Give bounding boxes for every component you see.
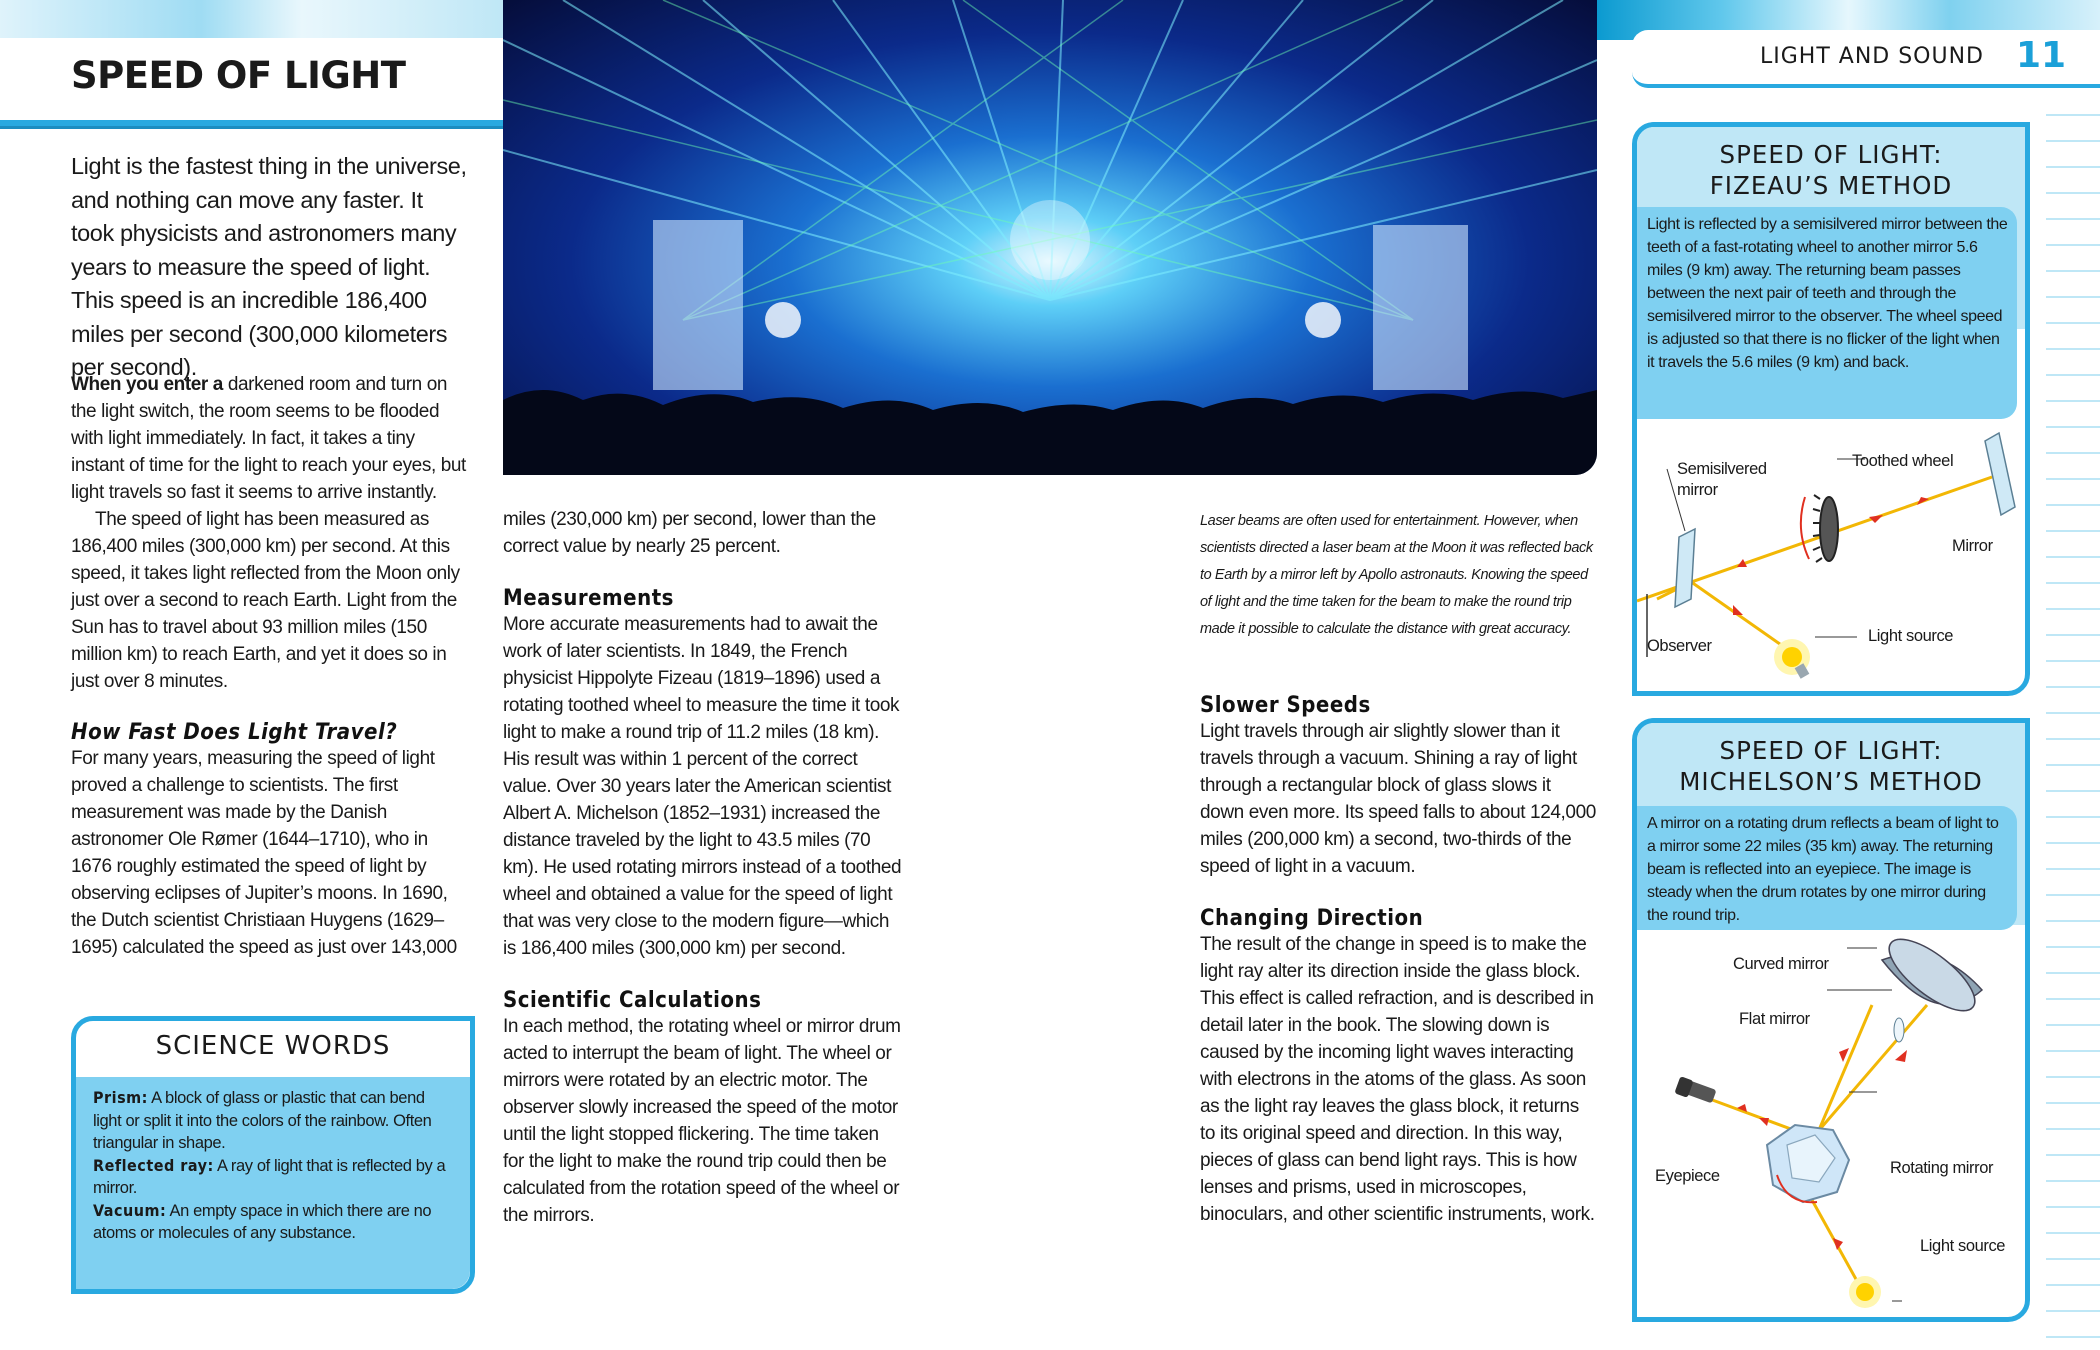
col1-paragraph-1-text: darkened room and turn on the light switch, the room seems to be flooded with light immediately. In fact, it takes a tiny instant of time for the light to reach your eyes, but light travels so fast it seems to arrive instantly. xyxy=(71,374,466,503)
term-reflected-ray: Reflected ray: xyxy=(93,1155,214,1175)
eyepiece-shape xyxy=(1674,1076,1716,1103)
definition-prism-text: A block of glass or plastic that can bend light or split it into the colors of the rainbow. Often triangular in shape. xyxy=(93,1089,432,1152)
michelson-title-line-1: SPEED OF LIGHT: xyxy=(1719,736,1943,765)
michelson-title-line-2: MICHELSON’S METHOD xyxy=(1679,767,1983,796)
science-words-heading: SCIENCE WORDS xyxy=(155,1031,391,1061)
ruler-decoration xyxy=(2030,90,2100,1350)
lead-in-text: When you enter a xyxy=(71,374,223,395)
definition-reflected-ray-text: A ray of light that is reflected by a mirror. xyxy=(93,1156,446,1197)
heading-how-fast: How Fast Does Light Travel? xyxy=(71,720,398,745)
fizeau-panel xyxy=(1632,122,2030,696)
semisilvered-mirror-shape xyxy=(1675,529,1695,607)
rotating-mirror-shape xyxy=(1767,1125,1849,1202)
definition-vacuum xyxy=(93,1200,453,1245)
label-rotating-mirror: Rotating mirror xyxy=(1890,1159,1994,1177)
label-flat-mirror: Flat mirror xyxy=(1739,1010,1810,1028)
col2-continued-paragraph: miles (230,000 km) per second, lower than the correct value by nearly 25 percent. xyxy=(503,509,876,557)
intro-paragraph: Light is the fastest thing in the universe, and nothing can move any faster. It took physicists and astronomers many years to measure the speed of light. This speed is an incredible 186,400 miles per second (300,000 kilometers per second). xyxy=(71,153,467,380)
heading-measurements: Measurements xyxy=(503,586,674,611)
michelson-description: A mirror on a rotating drum reflects a beam of light to a mirror some 22 miles (35 km) away. The returning beam is reflected into an eyepiece. The image is steady when the drum rotates by one mirror during the round trip. xyxy=(1637,806,2017,930)
term-prism: Prism: xyxy=(93,1088,148,1107)
definition-vacuum-text: An empty space in which there are no atoms or molecules of any substance. xyxy=(93,1201,432,1242)
heading-changing-direction: Changing Direction xyxy=(1200,906,1424,931)
col3-direction-paragraph: The result of the change in speed is to make the light ray alter its direction inside the glass block. This effect is called refraction, and is described in detail later in the book. The slowing down is caused by the incoming light waves interacting with electrons in the atoms of the glass. As soon as the light ray leaves the glass block, it returns to its original speed and direction. In this way, pieces of glass can bend light rays. This is how lenses and prisms, used in microscopes, binoculars, and other scientific instruments, work. xyxy=(1200,934,1595,1225)
label-mirror: Mirror xyxy=(1952,537,1993,555)
label-curved-mirror: Curved mirror xyxy=(1733,955,1829,973)
page-title: SPEED OF LIGHT xyxy=(71,54,406,97)
label-eyepiece: Eyepiece xyxy=(1655,1167,1720,1185)
label-observer: Observer xyxy=(1647,637,1712,655)
col1-paragraph-1 xyxy=(71,371,471,506)
column-3 xyxy=(1200,508,1597,1228)
michelson-diagram xyxy=(1637,930,2025,1317)
far-mirror-shape xyxy=(1985,433,2015,515)
column-2 xyxy=(503,506,903,1229)
michelson-panel xyxy=(1632,718,2030,1322)
heading-slower-speeds: Slower Speeds xyxy=(1200,693,1371,718)
col1-paragraph-2: The speed of light has been measured as 186,400 miles (300,000 km) per second. At this speed, it takes light reflected from the Moon only just over a second to reach Earth. Light from the Sun has to travel about 93 million miles (150 million km) to reach Earth, and yet it does so in just over 8 minutes. xyxy=(71,509,460,692)
section-title: LIGHT AND SOUND xyxy=(1760,44,1984,69)
flat-mirror-shape xyxy=(1894,1018,1904,1042)
col2-calculations-paragraph: In each method, the rotating wheel or mirror drum acted to interrupt the beam of light. The wheel or mirrors were rotated by an electric motor. The observer slowly increased the speed of the motor until the light stopped flickering. The time taken for the light to make the round trip could then be calculated from the rotation speed of the wheel or the mirrors. xyxy=(503,1016,901,1226)
label-light-source-michelson: Light source xyxy=(1920,1237,2006,1255)
definition-prism xyxy=(93,1087,453,1155)
col3-slower-paragraph: Light travels through air slightly slower than it travels through a vacuum. Shining a ray of light through a rectangular block of glass slows it down even more. Its speed falls to about 124,000 miles (200,000 km) a second, two-thirds of the speed of light in a vacuum. xyxy=(1200,721,1596,877)
science-words-box xyxy=(71,1016,475,1294)
heading-scientific-calculations: Scientific Calculations xyxy=(503,988,762,1013)
top-strip-left xyxy=(0,0,503,40)
light-bulb-icon xyxy=(1774,639,1810,679)
label-semisilvered-1: Semisilvered xyxy=(1677,460,1767,478)
science-words-body xyxy=(76,1077,470,1289)
definition-reflected-ray xyxy=(93,1155,453,1200)
light-bulb-icon xyxy=(1849,1276,1881,1308)
column-1 xyxy=(71,371,471,961)
fizeau-description: Light is reflected by a semisilvered mirror between the teeth of a fast-rotating wheel to another mirror 5.6 miles (9 km) away. The returning beam passes between the next pair of teeth and through the semisilvered mirror to the observer. The wheel speed is adjusted so that there is no flicker of the light when it travels the 5.6 miles (9 km) and back. xyxy=(1637,207,2017,419)
fizeau-title-line-2: FIZEAU’S METHOD xyxy=(1709,171,1953,200)
section-banner xyxy=(1632,30,2100,88)
science-words-list xyxy=(93,1087,453,1245)
label-light-source-fizeau: Light source xyxy=(1868,627,1954,645)
photo-caption: Laser beams are often used for entertainment. However, when scientists directed a laser beam at the Moon it was reflected back to Earth by a mirror left by Apollo astronauts. Knowing the speed of light and the time taken for the beam to make the round trip made it possible to calculate the distance with great accuracy. xyxy=(1200,513,1593,637)
col1-paragraph-3: For many years, measuring the speed of light proved a challenge to scientists. The first measurement was made by the Danish astronomer Ole Rømer (1644–1710), who in 1676 roughly estimated the speed of light by observing eclipses of Jupiter’s moons. In 1690, the Dutch scientist Christiaan Huygens (1629–1695) calculated the speed as just over 143,000 xyxy=(71,748,457,958)
label-toothed-wheel: Toothed wheel xyxy=(1852,452,1954,470)
laser-show-photo xyxy=(503,0,1597,475)
page-number: 11 xyxy=(2016,35,2067,76)
toothed-wheel-shape xyxy=(1801,495,1838,562)
fizeau-title-line-1: SPEED OF LIGHT: xyxy=(1719,140,1943,169)
curved-mirror-shape xyxy=(1879,930,1986,1023)
label-semisilvered-2: mirror xyxy=(1677,481,1718,499)
laser-beams-graphic xyxy=(503,0,1597,475)
term-vacuum: Vacuum: xyxy=(93,1200,167,1220)
col2-measurements-paragraph: More accurate measurements had to await the work of later scientists. In 1849, the French physicist Hippolyte Fizeau (1819–1896) used a rotating toothed wheel to measure the time it took light to make a round trip of 11.2 miles (18 km). His result was within 1 percent of the correct value. Over 30 years later the American scientist Albert A. Michelson (1852–1931) increased the distance traveled by the light to 43.5 miles (70 km). He used rotating mirrors instead of a toothed wheel and obtained a value for the speed of light that was very close to the modern figure—which is 186,400 miles (300,000 km) per second. xyxy=(503,614,902,959)
